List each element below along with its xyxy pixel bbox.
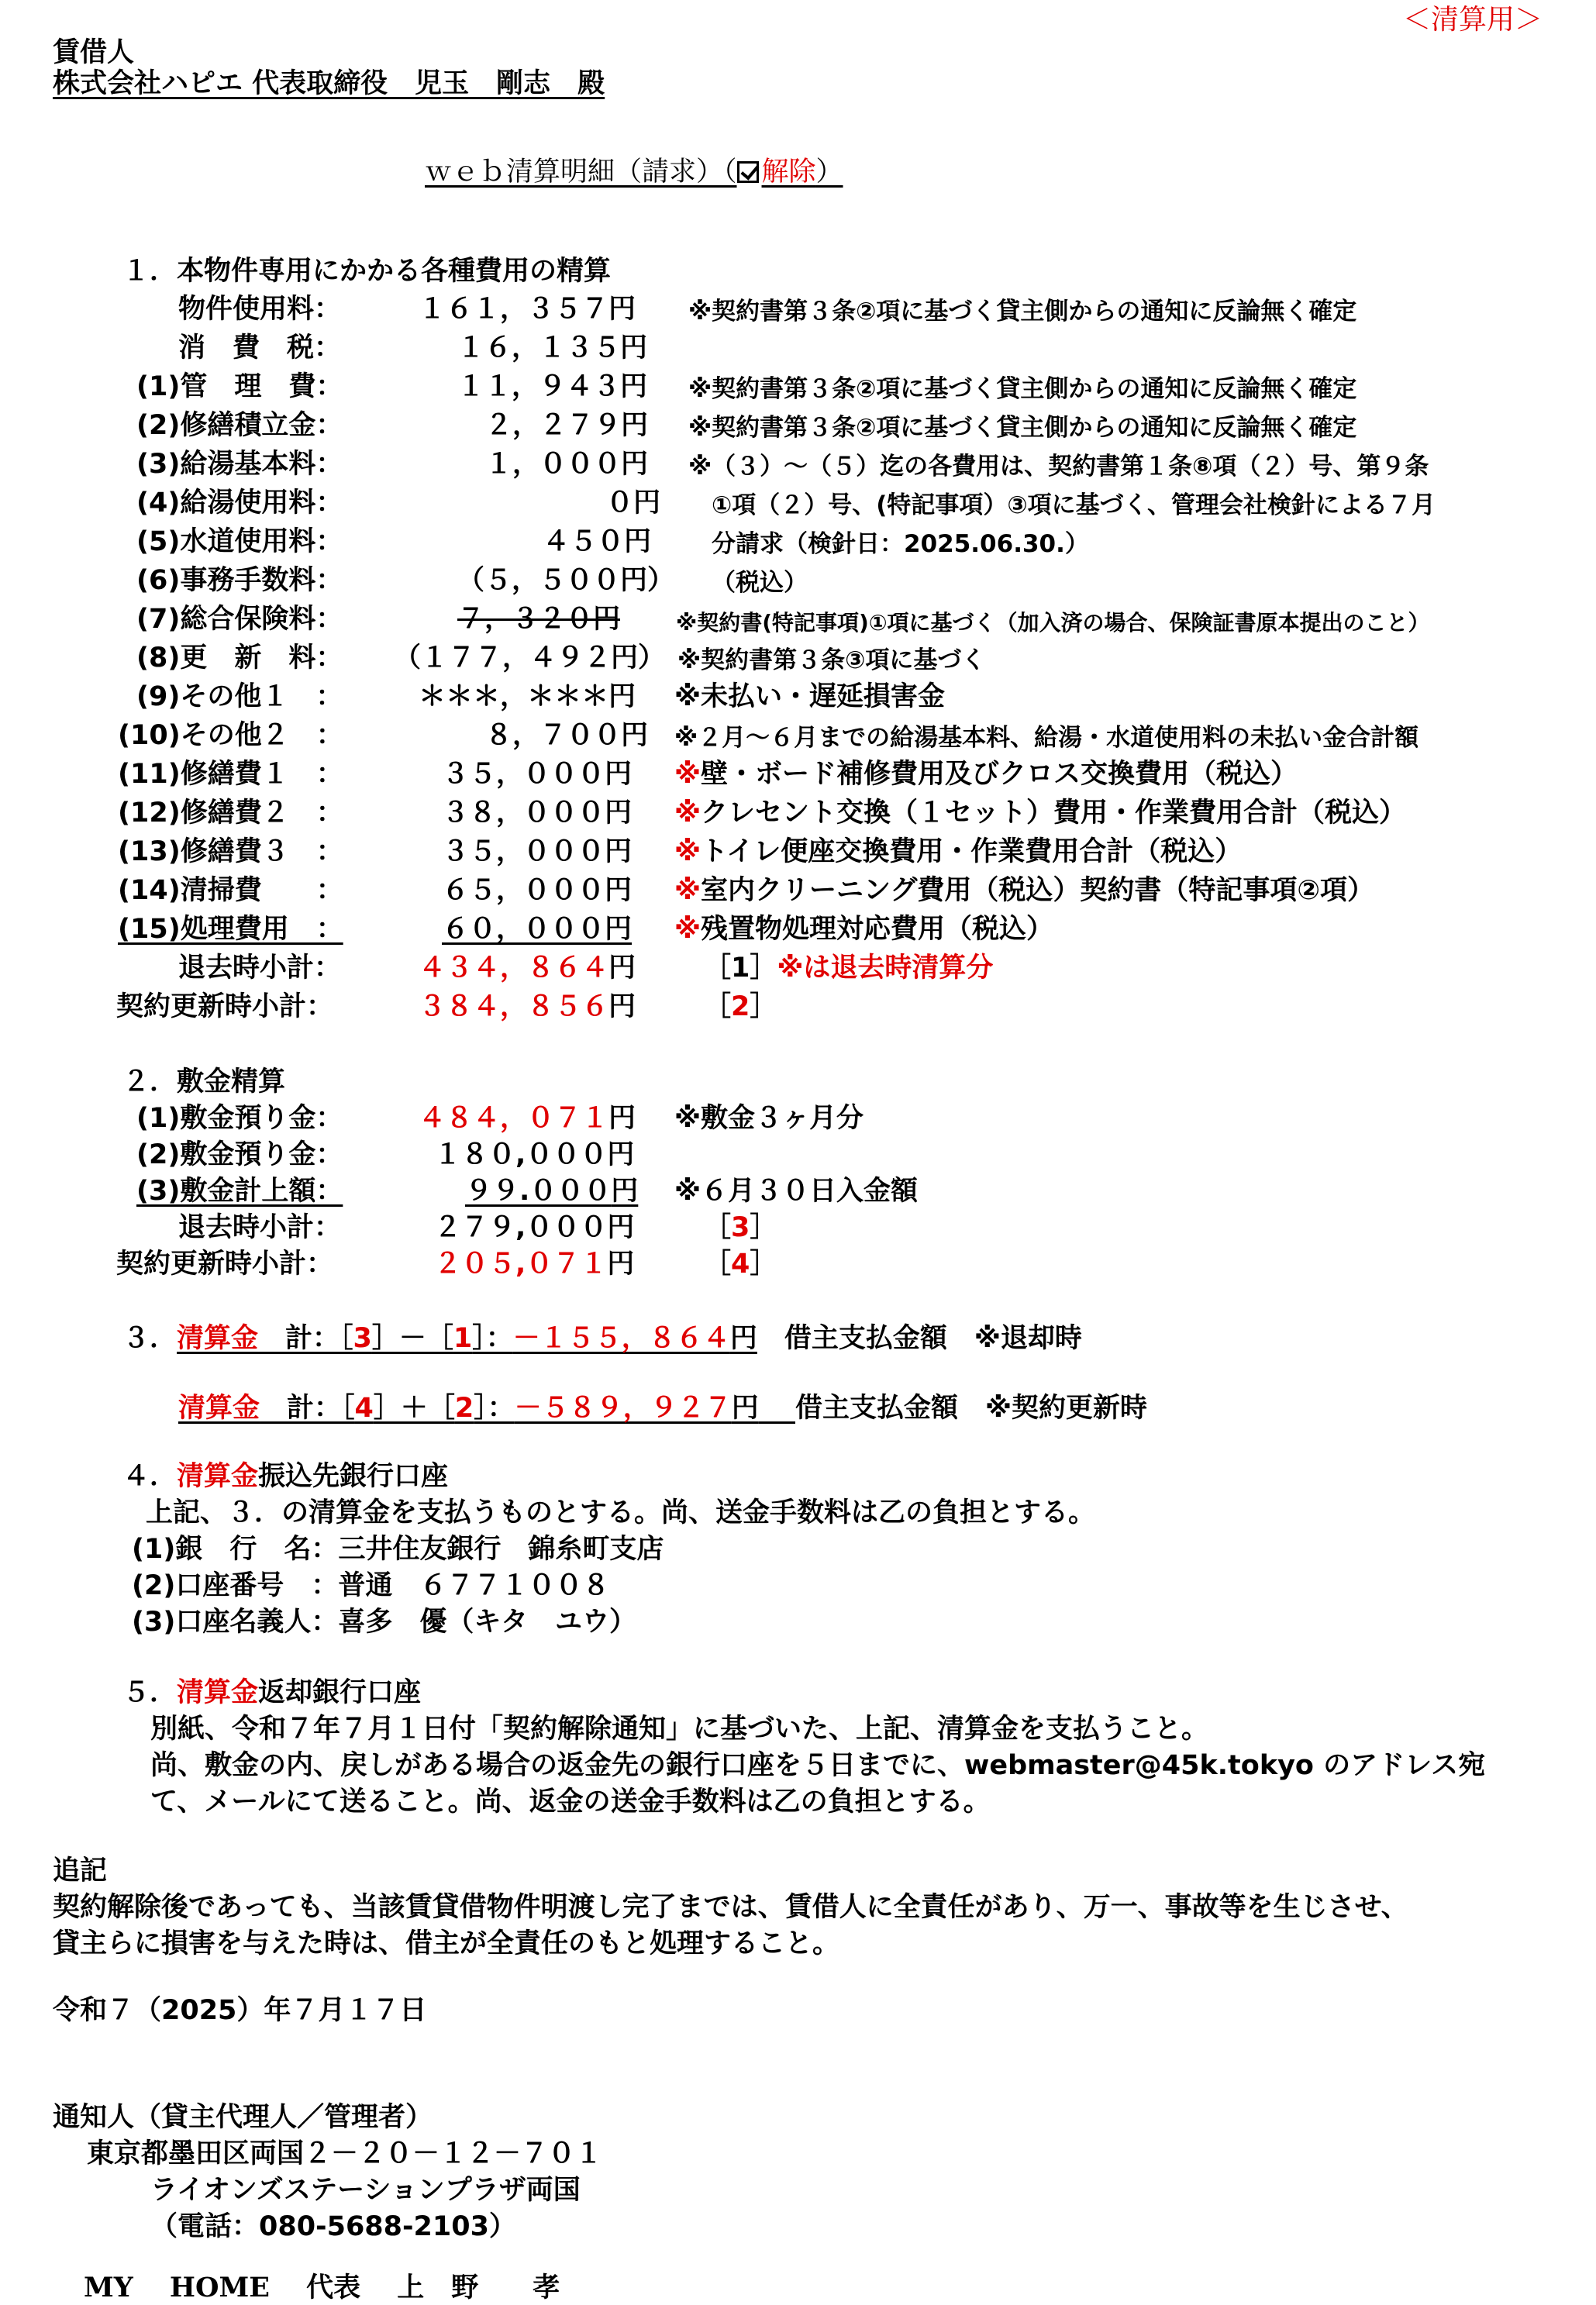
deposit-exit-subtotal-tag: ［3］ [704,1212,777,1243]
section5-line: て、メールにて送ること。尚、返金の送金手数料は乙の負担とする。 [150,1786,991,1817]
fee-label: (3)給湯基本料： [136,449,343,480]
fee-label: (5)水道使用料： [136,526,343,557]
deposit-note: ※６月３０日入金額 [674,1176,919,1207]
deposit-note: ※敷金３ヶ月分 [674,1103,864,1134]
checkbox-checked-icon [737,161,759,183]
section4-heading: ４．清算金振込先銀行口座 [122,1461,449,1492]
fee-amount: １，０００円 [485,449,649,480]
fee-amount-struck: ７，３２０円 [457,604,621,635]
deposit-exit-subtotal-amount: ２７９,０００円 [434,1212,635,1243]
fee-label: (13)修繕費３ ： [118,836,343,867]
postscript-heading: 追記 [53,1855,108,1886]
fee-amount: ３８，０００円 [442,798,633,829]
usage-label: ＜清算用＞ [1403,4,1543,36]
deposit-amount: １８０,０００円 [434,1139,635,1170]
notifier-address: 東京都墨田区両国２－２０－１２－７０１ [87,2138,603,2169]
fee-note: 分請求（検針日：2025.06.30.） [712,530,1089,558]
fee-label: (11)修繕費１ ： [118,759,343,790]
fee-note: ※契約書第３条③項に基づく [677,646,986,674]
fee-note: ※トイレ便座交換費用・作業費用合計（税込） [674,836,1243,867]
fee-note: ※残置物処理対応費用（税込） [674,914,1054,945]
fee-note: ※契約書(特記事項)①項に基づく（加入済の場合、保険証書原本提出のこと） [676,610,1430,636]
renewal-subtotal-amount: ３８４，８５６円 [419,991,636,1022]
account-holder: (3)口座名義人：喜多 優（キタ ユウ） [132,1607,636,1638]
fee-amount: （１７７，４９２円） [394,643,666,674]
postscript-line: 契約解除後であっても、当該賃貸借物件明渡し完了までは、賃借人に全責任があり、万一、事故等を生じさせ、 [53,1892,1408,1923]
deposit-label: (3)敷金計上額： [136,1176,343,1207]
fee-label: (9)その他１ ： [136,681,343,712]
notifier-signature: MY HOME 代表 上 野 孝 [84,2272,560,2303]
addressee-title: 賃借人 [53,37,135,68]
document-title: ｗｅｂ清算明細（請求）（ 解除） [425,157,843,188]
fee-label: (15)処理費用 ： [118,914,343,945]
fee-note: ※室内クリーニング費用（税込）契約書（特記事項②項） [674,875,1374,906]
deposit-renewal-subtotal-tag: ［4］ [704,1249,777,1280]
fee-note: ※壁・ボード補修費用及びクロス交換費用（税込） [674,759,1298,790]
deposit-amount: ９９.０００円 [465,1176,639,1207]
fee-label: (2)修繕積立金： [136,410,343,441]
fee-amount: ０円 [606,488,661,519]
fee-note: ※（３）～（５）迄の各費用は、契約書第１条⑧項（２）号、第９条 [688,453,1429,481]
fee-label: (4)給湯使用料： [136,488,343,519]
exit-subtotal-amount: ４３４，８６４円 [419,953,636,984]
fee-note: （税込） [712,569,808,597]
section1-heading: １．本物件専用にかかる各種費用の精算 [122,256,612,287]
deposit-renewal-subtotal-amount: ２０５,０７１円 [434,1249,635,1280]
fee-amount: （５，５００円） [457,565,675,596]
account-number: (2)口座番号 ：普通 ６７７１００８ [132,1570,610,1601]
addressee-name: 株式会社ハピエ 代表取締役 児玉 剛志 殿 [53,68,605,99]
fee-amount: ２，２７９円 [485,410,649,441]
fee-note: ①項（２）号、(特記事項）③項に基づく、管理会社検針による７月 [712,491,1436,519]
fee-label: (7)総合保険料： [136,604,343,635]
fee-note: ※未払い・遅延損害金 [674,681,946,712]
fee-amount: ４５０円 [543,526,652,557]
notifier-building: ライオンズステーションプラザ両国 [150,2175,581,2206]
deposit-label: (1)敷金預り金： [136,1103,343,1134]
exit-subtotal-label: 退去時小計： [178,953,342,984]
exit-subtotal-tag: ［1］※は退去時清算分 [704,953,994,984]
fee-label: (1)管 理 費： [136,371,343,402]
bank-name: (1)銀 行 名：三井住友銀行 錦糸町支店 [132,1534,664,1565]
postscript-line: 貸主らに損害を与えた時は、借主が全責任のもと処理すること。 [53,1928,840,1959]
fee-amount: １６１，３５７円 [419,294,636,325]
deposit-exit-subtotal-label: 退去時小計： [178,1212,342,1243]
fee-amount: ６５，０００円 [442,875,633,906]
fee-amount: ６０，０００円 [442,914,633,945]
settlement-exit-line: ３．清算金 計：［3］－［1］：－１５５，８６４円 借主支払金額 ※退却時 [122,1323,1082,1354]
fee-amount: １６，１３５円 [457,332,648,363]
fee-amount: ３５，０００円 [442,759,633,790]
fee-label: 物件使用料： [178,294,342,325]
section2-heading: ２．敷金精算 [122,1066,286,1097]
fee-label: (14)清掃費 ： [118,875,343,906]
deposit-amount: ４８４，０７１円 [419,1103,636,1134]
deposit-label: (2)敷金預り金： [136,1139,343,1170]
deposit-renewal-subtotal-label: 契約更新時小計： [116,1249,334,1280]
fee-amount: １１，９４３円 [457,371,648,402]
fee-label: (8)更 新 料： [136,643,343,674]
fee-note: ※契約書第３条②項に基づく貸主側からの通知に反論無く確定 [688,414,1357,442]
fee-amount: ８，７００円 [485,720,649,751]
fee-note: ※２月～６月までの給湯基本料、給湯・水道使用料の未払い金合計額 [674,724,1419,752]
fee-note: ※契約書第３条②項に基づく貸主側からの通知に反論無く確定 [688,298,1357,326]
section5-line: 尚、敷金の内、戻しがある場合の返金先の銀行口座を５日までに、webmaster@45k.tokyo のアドレス宛 [150,1750,1486,1781]
settlement-renewal-line: 清算金 計：［4］＋［2］：－５８９，９２７円 借主支払金額 ※契約更新時 [178,1393,1148,1424]
fee-label: (6)事務手数料： [136,565,343,596]
fee-label: 消 費 税： [178,332,342,363]
renewal-subtotal-label: 契約更新時小計： [116,991,334,1022]
section4-body: 上記、３．の清算金を支払うものとする。尚、送金手数料は乙の負担とする。 [146,1497,1096,1528]
issue-date: 令和７（2025）年７月１７日 [53,1995,427,2026]
fee-label: (12)修繕費２ ： [118,798,343,829]
cancel-label: 解除 [761,157,816,188]
fee-label: (10)その他２ ： [118,720,343,751]
fee-amount: ３５，０００円 [442,836,633,867]
notifier-phone: （電話：080-5688-2103） [150,2211,516,2242]
section5-heading: ５．清算金返却銀行口座 [122,1677,422,1708]
fee-amount: ＊＊＊，＊＊＊円 [419,681,636,712]
renewal-subtotal-tag: ［2］ [704,991,777,1022]
notifier-heading: 通知人（貸主代理人／管理者） [53,2102,433,2133]
fee-note: ※クレセント交換（１セット）費用・作業費用合計（税込） [674,798,1407,829]
fee-note: ※契約書第３条②項に基づく貸主側からの通知に反論無く確定 [688,375,1357,403]
section5-line: 別紙、令和７年７月１日付「契約解除通知」に基づいた、上記、清算金を支払うこと。 [150,1714,1209,1745]
